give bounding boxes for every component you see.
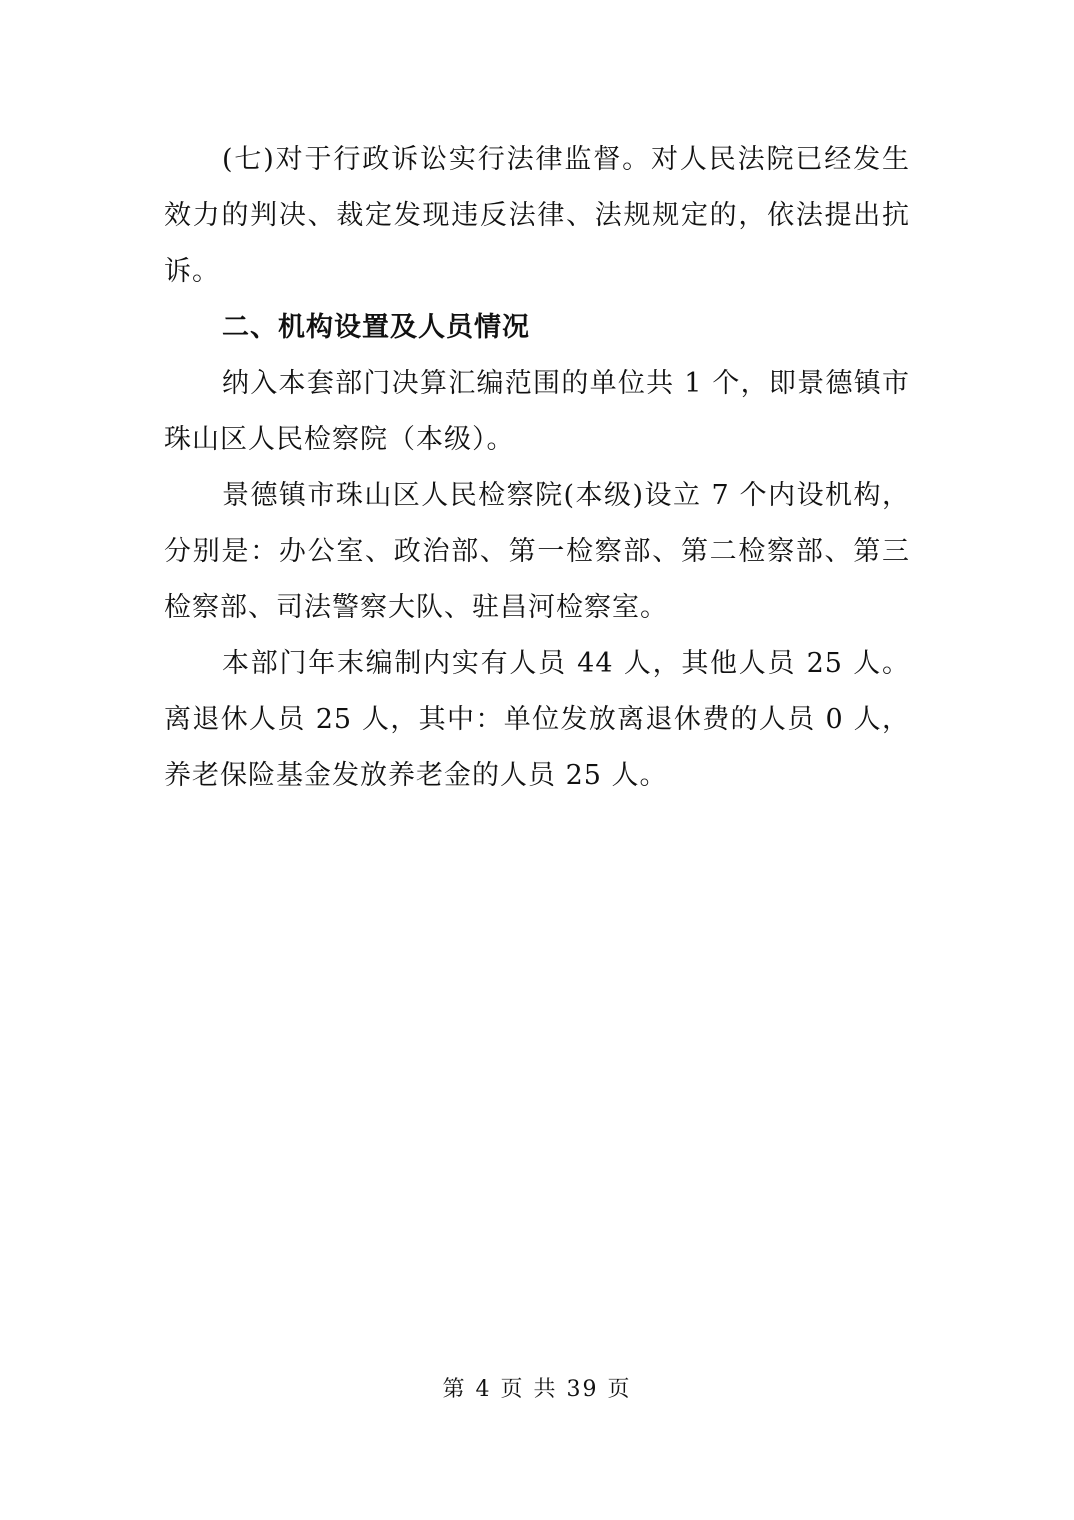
page-number-footer: 第 4 页 共 39 页 — [442, 1377, 632, 1402]
paragraph-staffing: 本部门年末编制内实有人员 44 人，其他人员 25 人。离退休人员 25 人，其中：单位发放离退休费的人员 0 人，养老保险基金发放养老金的人员 25 人。 — [164, 648, 910, 791]
paragraph-admin-litigation-supervision: (七)对于行政诉讼实行法律监督。对人民法院已经发生效力的判决、裁定发现违反法律、法规规定的，依法提出抗诉。 — [164, 144, 910, 287]
section-heading-organization: 二、机构设置及人员情况 — [222, 312, 530, 343]
document-body — [164, 132, 910, 804]
paragraph-internal-departments: 景德镇市珠山区人民检察院(本级)设立 7 个内设机构，分别是：办公室、政治部、第一检察部、第二检察部、第三检察部、司法警察大队、驻昌河检察室。 — [164, 480, 910, 623]
paragraph-unit-scope: 纳入本套部门决算汇编范围的单位共 1 个，即景德镇市珠山区人民检察院（本级）。 — [164, 368, 910, 455]
